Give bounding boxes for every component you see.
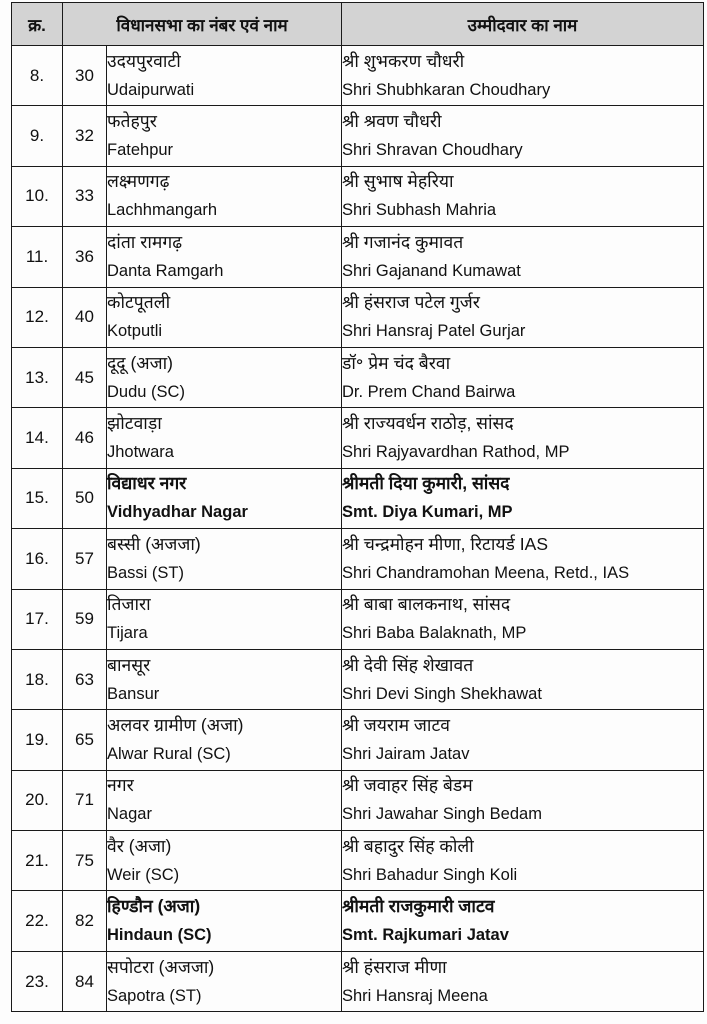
candidate-name-hindi: श्रीमती दिया कुमारी, सांसद xyxy=(342,473,510,494)
candidate-name-english: Shri Hansraj Meena xyxy=(342,986,488,1005)
serial-number: 8. xyxy=(12,46,63,106)
constituency-name-hindi: वैर (अजा) xyxy=(107,835,172,856)
candidate-name-english: Shri Hansraj Patel Gurjar xyxy=(342,322,526,341)
constituency-name-hindi: अलवर ग्रामीण (अजा) xyxy=(107,714,244,735)
constituency-name xyxy=(107,468,342,528)
candidate-name xyxy=(342,770,704,830)
table-row xyxy=(12,891,704,951)
constituency-name xyxy=(107,891,342,951)
constituency-name-hindi: बस्सी (अजजा) xyxy=(107,533,201,554)
constituency-number: 57 xyxy=(63,529,107,589)
constituency-name-english: Vidhyadhar Nagar xyxy=(107,503,248,522)
candidate-name xyxy=(342,166,704,226)
constituency-number: 63 xyxy=(63,649,107,709)
constituency-name-english: Udaipurwati xyxy=(107,80,195,99)
table-row xyxy=(12,649,704,709)
table-row xyxy=(12,287,704,347)
constituency-name-hindi: कोटपूतली xyxy=(107,292,171,313)
constituency-name-hindi: दूदू (अजा) xyxy=(107,352,173,373)
candidate-name xyxy=(342,589,704,649)
constituency-name-hindi: लक्ष्मणगढ़ xyxy=(107,171,170,192)
table-body xyxy=(12,46,704,1012)
candidate-name-english: Shri Devi Singh Shekhawat xyxy=(342,684,542,703)
constituency-name xyxy=(107,649,342,709)
serial-number: 18. xyxy=(12,649,63,709)
constituency-name-english: Alwar Rural (SC) xyxy=(107,744,231,763)
candidate-name-hindi: श्री जयराम जाटव xyxy=(342,714,451,735)
table-row xyxy=(12,166,704,226)
constituency-number: 65 xyxy=(63,710,107,770)
candidate-name xyxy=(342,951,704,1011)
serial-number: 9. xyxy=(12,106,63,166)
constituency-name-hindi: विद्याधर नगर xyxy=(107,473,187,494)
candidate-name-hindi: श्री जवाहर सिंह बेडम xyxy=(342,775,473,796)
table-row xyxy=(12,408,704,468)
serial-number: 11. xyxy=(12,227,63,287)
candidate-name-english: Smt. Diya Kumari, MP xyxy=(342,503,513,522)
constituency-number: 50 xyxy=(63,468,107,528)
candidate-name-hindi: श्री गजानंद कुमावत xyxy=(342,231,464,252)
candidate-name xyxy=(342,106,704,166)
constituency-name xyxy=(107,831,342,891)
table-row xyxy=(12,831,704,891)
constituency-name xyxy=(107,408,342,468)
constituency-name xyxy=(107,770,342,830)
constituency-name xyxy=(107,46,342,106)
candidate-name-english: Smt. Rajkumari Jatav xyxy=(342,926,509,945)
serial-number: 17. xyxy=(12,589,63,649)
constituency-name-english: Sapotra (ST) xyxy=(107,986,202,1005)
constituency-name-hindi: फतेहपुर xyxy=(107,111,157,132)
table-row xyxy=(12,468,704,528)
candidate-name-hindi: श्री हंसराज पटेल गुर्जर xyxy=(342,292,480,313)
candidate-name-english: Shri Shubhkaran Choudhary xyxy=(342,80,551,99)
constituency-name-hindi: तिजारा xyxy=(107,594,151,615)
candidate-name-hindi: श्रीमती राजकुमारी जाटव xyxy=(342,896,495,917)
constituency-name xyxy=(107,347,342,407)
constituency-name xyxy=(107,287,342,347)
constituency-number: 59 xyxy=(63,589,107,649)
serial-number: 22. xyxy=(12,891,63,951)
constituency-name-hindi: दांता रामगढ़ xyxy=(107,231,183,252)
constituency-name-english: Hindaun (SC) xyxy=(107,926,212,945)
candidate-name-english: Shri Rajyavardhan Rathod, MP xyxy=(342,443,570,462)
serial-number: 19. xyxy=(12,710,63,770)
candidate-name xyxy=(342,891,704,951)
candidate-name-english: Shri Chandramohan Meena, Retd., IAS xyxy=(342,563,630,582)
table-row xyxy=(12,347,704,407)
candidate-name-english: Shri Shravan Choudhary xyxy=(342,141,523,160)
serial-number: 10. xyxy=(12,166,63,226)
table-row xyxy=(12,106,704,166)
constituency-number: 71 xyxy=(63,770,107,830)
table-row xyxy=(12,589,704,649)
candidate-name xyxy=(342,649,704,709)
header-candidate: उम्मीदवार का नाम xyxy=(342,3,704,46)
candidate-name-hindi: डॉ॰ प्रेम चंद बैरवा xyxy=(342,352,451,373)
constituency-number: 45 xyxy=(63,347,107,407)
constituency-name-hindi: उदयपुरवाटी xyxy=(107,50,181,71)
constituency-name-english: Lachhmangarh xyxy=(107,201,218,220)
table-row xyxy=(12,770,704,830)
candidate-name-english: Shri Subhash Mahria xyxy=(342,201,497,220)
candidate-name-english: Shri Jawahar Singh Bedam xyxy=(342,805,542,824)
candidate-name xyxy=(342,710,704,770)
table-row xyxy=(12,529,704,589)
candidate-name xyxy=(342,287,704,347)
serial-number: 15. xyxy=(12,468,63,528)
candidate-name-english: Shri Gajanand Kumawat xyxy=(342,261,521,280)
table-header-row xyxy=(12,3,704,46)
constituency-number: 33 xyxy=(63,166,107,226)
constituency-name xyxy=(107,166,342,226)
candidate-name xyxy=(342,227,704,287)
constituency-name xyxy=(107,710,342,770)
constituency-name-english: Danta Ramgarh xyxy=(107,261,224,280)
constituency-name-hindi: सपोटरा (अजजा) xyxy=(107,956,215,977)
candidate-name-hindi: श्री राज्यवर्धन राठोड़, सांसद xyxy=(342,413,514,434)
constituency-name-hindi: हिण्डौन (अजा) xyxy=(107,896,201,917)
constituency-name-english: Dudu (SC) xyxy=(107,382,185,401)
candidate-name-hindi: श्री देवी सिंह शेखावत xyxy=(342,654,474,675)
candidate-name-hindi: श्री चन्द्रमोहन मीणा, रिटायर्ड IAS xyxy=(342,533,548,554)
constituency-name-english: Fatehpur xyxy=(107,141,174,160)
constituency-name xyxy=(107,227,342,287)
candidate-name-english: Shri Bahadur Singh Koli xyxy=(342,865,518,884)
serial-number: 12. xyxy=(12,287,63,347)
constituency-number: 32 xyxy=(63,106,107,166)
candidate-name xyxy=(342,468,704,528)
serial-number: 16. xyxy=(12,529,63,589)
constituency-number: 30 xyxy=(63,46,107,106)
header-constituency: विधानसभा का नंबर एवं नाम xyxy=(63,3,342,46)
constituency-number: 84 xyxy=(63,951,107,1011)
constituency-number: 36 xyxy=(63,227,107,287)
constituency-name-hindi: नगर xyxy=(107,775,134,796)
table-row xyxy=(12,46,704,106)
constituency-name xyxy=(107,589,342,649)
candidate-name xyxy=(342,408,704,468)
constituency-name-english: Kotputli xyxy=(107,322,163,341)
constituency-name xyxy=(107,106,342,166)
candidate-name-english: Dr. Prem Chand Bairwa xyxy=(342,382,516,401)
constituency-name-hindi: झोटवाड़ा xyxy=(107,413,162,434)
table-row xyxy=(12,710,704,770)
candidate-name xyxy=(342,831,704,891)
table-row xyxy=(12,951,704,1011)
constituency-name xyxy=(107,951,342,1011)
candidate-list-table xyxy=(11,2,704,1012)
candidate-name-hindi: श्री बहादुर सिंह कोली xyxy=(342,835,474,856)
candidate-name-hindi: श्री शुभकरण चौधरी xyxy=(342,50,465,71)
constituency-number: 46 xyxy=(63,408,107,468)
candidate-name-hindi: श्री हंसराज मीणा xyxy=(342,956,447,977)
constituency-number: 75 xyxy=(63,831,107,891)
constituency-name-english: Jhotwara xyxy=(107,443,174,462)
constituency-number: 82 xyxy=(63,891,107,951)
constituency-name-english: Tijara xyxy=(107,624,148,643)
candidate-name xyxy=(342,46,704,106)
constituency-name-english: Bansur xyxy=(107,684,160,703)
serial-number: 21. xyxy=(12,831,63,891)
header-serial: क्र. xyxy=(12,3,63,46)
serial-number: 20. xyxy=(12,770,63,830)
constituency-name-hindi: बानसूर xyxy=(107,654,151,675)
serial-number: 23. xyxy=(12,951,63,1011)
constituency-name-english: Nagar xyxy=(107,805,152,824)
table-row xyxy=(12,227,704,287)
candidate-name-english: Shri Baba Balaknath, MP xyxy=(342,624,527,643)
candidate-name xyxy=(342,529,704,589)
constituency-name-english: Bassi (ST) xyxy=(107,563,185,582)
constituency-number: 40 xyxy=(63,287,107,347)
candidate-name-hindi: श्री सुभाष मेहरिया xyxy=(342,171,454,192)
serial-number: 13. xyxy=(12,347,63,407)
constituency-name xyxy=(107,529,342,589)
serial-number: 14. xyxy=(12,408,63,468)
candidate-name-hindi: श्री श्रवण चौधरी xyxy=(342,111,442,132)
candidate-name-english: Shri Jairam Jatav xyxy=(342,744,470,763)
candidate-name xyxy=(342,347,704,407)
candidate-name-hindi: श्री बाबा बालकनाथ, सांसद xyxy=(342,594,511,615)
constituency-name-english: Weir (SC) xyxy=(107,865,180,884)
